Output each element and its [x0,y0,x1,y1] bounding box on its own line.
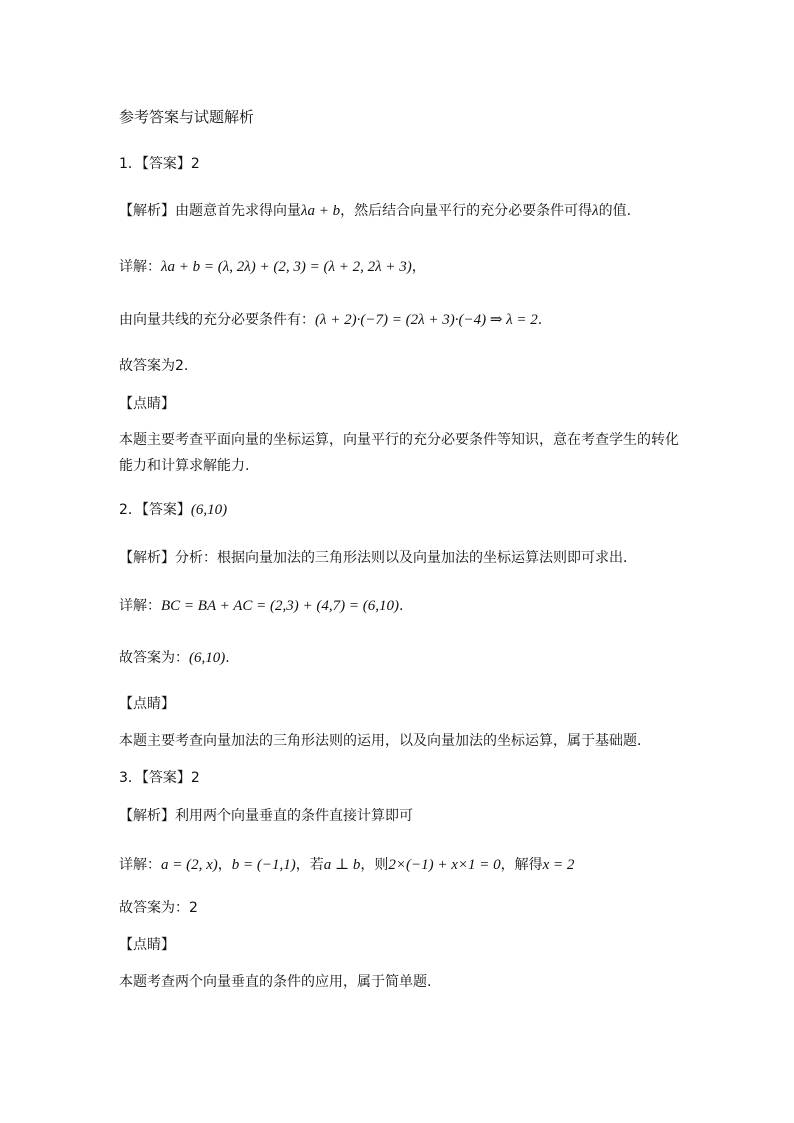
q3-solve: ，解得 [500,857,543,873]
q2-detail-label: 详解： [119,598,161,614]
q3-detail-label: 详解： [119,857,161,873]
q1-collinear-end: . [537,312,543,328]
q2-answer-heading [119,500,227,520]
q2-answer-expr: (6,10) [189,650,226,666]
page-title: 参考答案与试题解析 [119,108,255,126]
q1-detail-end: ， [411,259,426,275]
q3-answer-heading: 3．【答案】2 [119,770,200,786]
q3-result-expr: x = 2 [542,857,575,873]
q3-vector-a: a = (2, x) [161,857,218,873]
q3-sep: ， [217,857,232,873]
q1-detail-expr: λa + b = (λ, 2λ) + (2, 3) = (λ + 2, 2λ + 3) [161,259,412,275]
q2-detail [119,596,403,616]
q3-analysis: 【解析】利用两个向量垂直的条件直接计算即可 [119,808,413,824]
q3-vector-b: b = (−1,1) [231,857,296,873]
q2-final-answer [119,648,230,668]
q3-detail [119,855,574,875]
q2-answer-label: 故答案为： [119,650,189,666]
q1-final-answer: 故答案为2. [119,358,189,374]
q1-collinear-prefix: 由向量共线的充分必要条件有： [119,312,315,328]
q1-analysis-mid: ，然后结合向量平行的充分必要条件可得 [340,203,593,219]
q1-detail-label: 详解： [119,259,161,275]
q3-comment-heading: 【点睛】 [119,937,175,953]
q2-analysis: 【解析】分析：根据向量加法的三角形法则以及向量加法的坐标运算法则即可求出． [119,550,637,566]
q1-analysis-prefix: 【解析】由题意首先求得向量 [119,203,301,219]
q1-comment-heading: 【点睛】 [119,396,175,412]
q1-analysis [119,201,631,221]
q3-calc-expr: 2×(−1) + x×1 = 0 [388,857,501,873]
q1-analysis-expr: λa + b [301,203,341,219]
q2-answer-value: (6,10) [190,502,228,518]
q1-answer-heading: 1．【答案】2 [119,156,200,172]
q1-detail [119,257,426,277]
q3-then: ，则 [360,857,389,873]
q2-comment-heading: 【点睛】 [119,696,175,712]
q2-comment: 本题主要考查向量加法的三角形法则的运用，以及向量加法的坐标运算，属于基础题． [119,733,651,749]
q2-answer-prefix: 2．【答案】 [119,502,191,518]
q3-if: ，若 [295,857,324,873]
q1-collinear-expr: (λ + 2)·(−7) = (2λ + 3)·(−4) ⇒ λ = 2 [315,312,538,328]
q2-detail-expr: BC = BA + AC = (2,3) + (4,7) = (6,10) [161,598,399,614]
q2-detail-end: . [398,598,404,614]
q3-final-answer: 故答案为：2 [119,900,198,916]
q1-comment: 本题主要考查平面向量的坐标运算，向量平行的充分必要条件等知识，意在考查学生的转化能力和计算求解能力. [119,432,679,474]
q1-analysis-lambda: λ [592,203,599,219]
q1-analysis-suffix: 的值. [598,203,632,219]
q1-collinear [119,310,542,330]
q3-perp-expr: a ⊥ b [323,857,361,873]
q2-answer-end: . [225,650,230,666]
q3-comment: 本题考查两个向量垂直的条件的应用，属于简单题. [119,974,432,990]
